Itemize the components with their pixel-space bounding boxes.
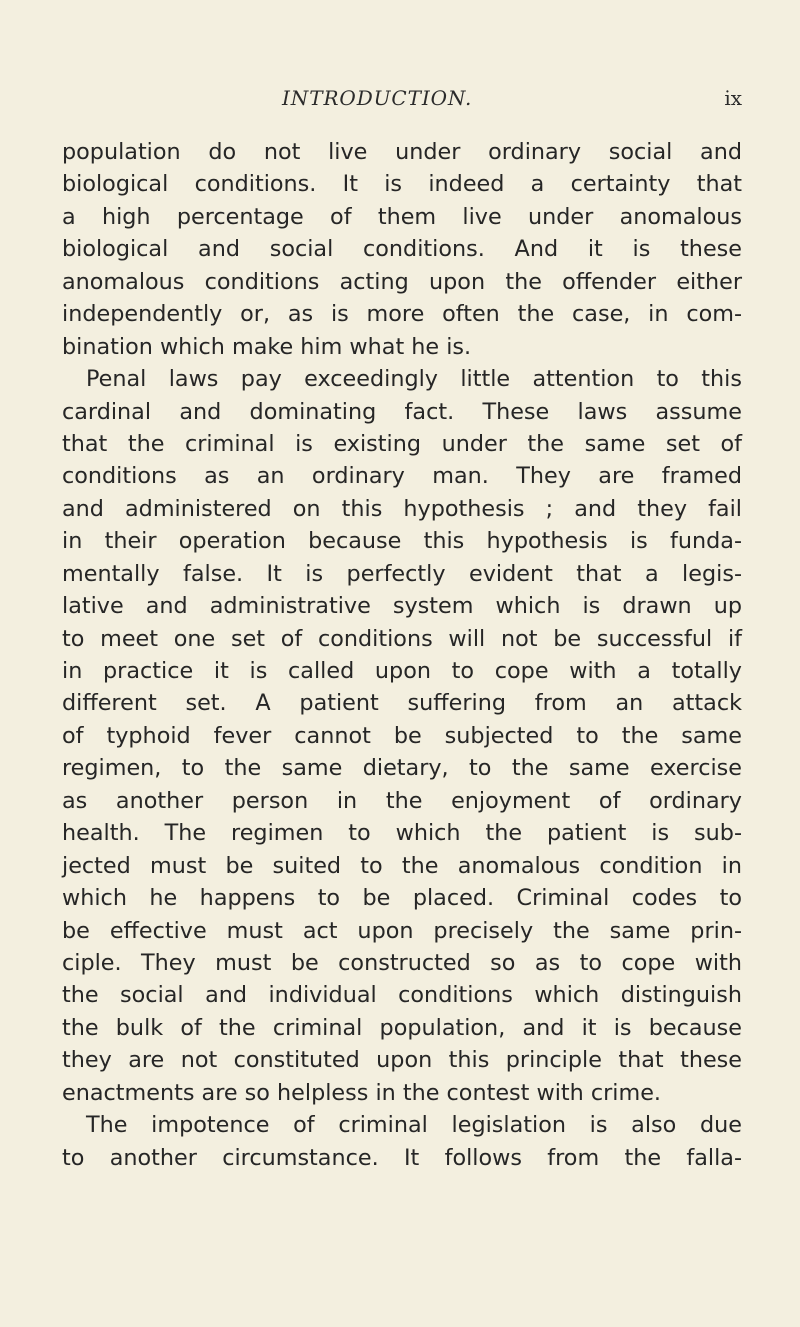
text-line: the bulk of the criminal population, and it is because xyxy=(62,1014,742,1041)
text-line: that the criminal is existing under the same set of xyxy=(62,430,742,457)
text-line: in their operation because this hypothesis is funda- xyxy=(62,528,742,555)
body-text xyxy=(62,136,742,1174)
text-line: anomalous conditions acting upon the offender either xyxy=(62,268,742,295)
running-title: INTRODUCTION. xyxy=(282,86,473,110)
text-line: jected must be suited to the anomalous condition in xyxy=(62,852,742,879)
page-number: ix xyxy=(724,86,742,110)
text-line: population do not live under ordinary social and xyxy=(62,139,742,165)
text-line: to meet one set of conditions will not be successful if xyxy=(62,625,742,652)
text-line: regimen, to the same dietary, to the same exercise xyxy=(62,755,742,782)
text-line: be effective must act upon precisely the same prin- xyxy=(62,917,742,944)
text-line: cardinal and dominating fact. These laws assume xyxy=(62,398,742,425)
text-line: Penal laws pay exceedingly little attention to this xyxy=(86,366,742,393)
text-line: mentally false. It is perfectly evident that a legis- xyxy=(62,560,742,587)
text-line: enactments are so helpless in the contest with crime. xyxy=(62,1079,662,1106)
text-line: of typhoid fever cannot be subjected to the same xyxy=(62,722,742,749)
text-line: The impotence of criminal legislation is also due xyxy=(86,1112,742,1139)
text-line: biological conditions. It is indeed a certainty that xyxy=(62,171,742,198)
text-line: as another person in the enjoyment of ordinary xyxy=(62,787,742,814)
text-line: they are not constituted upon this principle that these xyxy=(62,1047,742,1074)
text-line: and administered on this hypothesis ; and they fail xyxy=(62,495,742,522)
text-line: which he happens to be placed. Criminal codes to xyxy=(62,885,742,912)
text-line: bination which make him what he is. xyxy=(62,333,472,360)
text-line: a high percentage of them live under anomalous xyxy=(62,203,742,230)
text-line: ciple. They must be constructed so as to cope with xyxy=(62,949,742,976)
text-line: in practice it is called upon to cope with a totally xyxy=(62,658,742,684)
text-line: health. The regimen to which the patient is sub- xyxy=(62,820,742,847)
text-line: biological and social conditions. And it is these xyxy=(62,236,742,263)
running-head xyxy=(62,70,742,110)
text-line: the social and individual conditions which distinguish xyxy=(62,982,742,1009)
text-line: lative and administrative system which is drawn up xyxy=(62,593,742,620)
text-line: different set. A patient suffering from an attack xyxy=(62,690,742,717)
text-line: to another circumstance. It follows from the falla- xyxy=(62,1144,742,1171)
text-line: conditions as an ordinary man. They are framed xyxy=(62,463,742,490)
text-line: independently or, as is more often the case, in com- xyxy=(62,301,742,328)
